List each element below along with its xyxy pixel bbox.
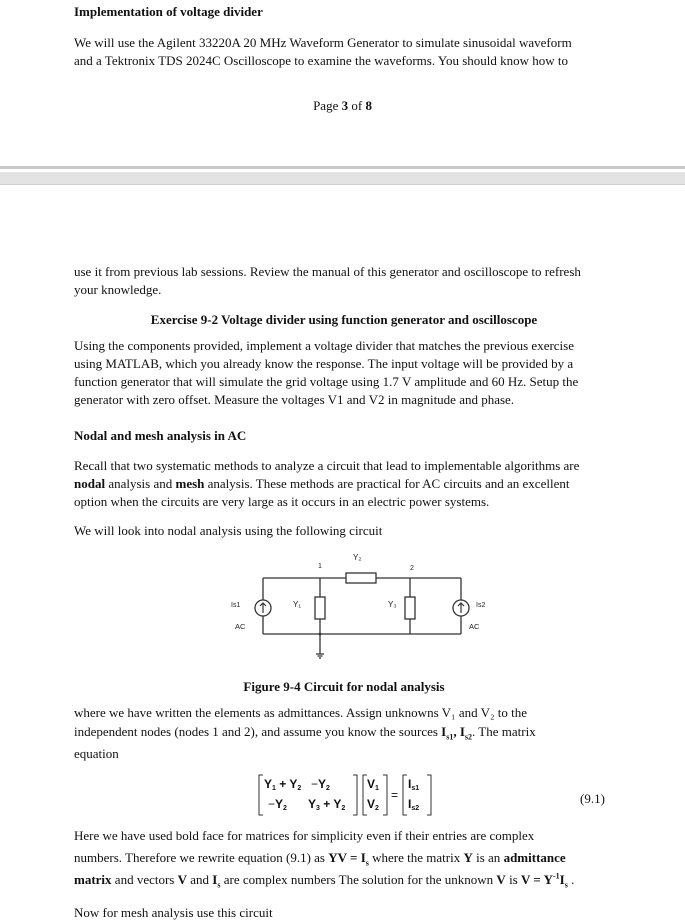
page-total: 8 (365, 98, 372, 113)
intro-line-1: We will use the Agilent 33220A 20 MHz Waveform Generator to simulate sinusoidal waveform (74, 35, 572, 50)
where-line-1: where we have written the elements as admittances. Assign unknowns V₁ and V₂ to the (74, 705, 528, 720)
page-middle: of (348, 98, 366, 113)
is2-label: Is2 (476, 602, 486, 609)
continued-line-2: your knowledge. (74, 282, 162, 297)
y1-admittance (315, 597, 325, 619)
here-text-g: is (505, 872, 521, 887)
page-prefix: Page (313, 98, 342, 113)
compact-equation: YV = $I_s$ (328, 850, 369, 868)
here-line-3 (74, 870, 614, 889)
look-into-line: We will look into nodal analysis using the following circuit (74, 523, 383, 538)
nodal-term: nodal (74, 476, 106, 491)
here-text-f: are complex numbers The solution for the unknown (220, 872, 497, 887)
ac-left-label: AC (235, 622, 246, 631)
here-text-a: numbers. Therefore we rewrite equation (9.1) as (74, 850, 329, 865)
page-break-band (0, 172, 685, 184)
sources-symbols: $I_{s1}$, $I_{s2}$ (441, 724, 473, 742)
exercise-line-4: generator with zero offset. Measure the voltages V1 and V2 in magnitude and phase. (74, 392, 515, 407)
admittance-term: admittance (503, 850, 566, 865)
recall-line-1: Recall that two systematic methods to analyze a circuit that lead to implementable algorithms are (74, 458, 580, 473)
matrix-term: matrix (74, 872, 112, 887)
y3-admittance (405, 597, 415, 619)
exercise-line-2: using MATLAB, which you already know the response. The input voltage will be provided by a (74, 356, 574, 371)
exercise-title: Exercise 9-2 Voltage divider using function generator and oscilloscope (150, 312, 538, 327)
here-text-d: and vectors (111, 872, 178, 887)
nodal-circuit-diagram (225, 548, 505, 666)
recall-text-a: analysis and (105, 476, 176, 491)
svg-text:V2: V2 (367, 797, 379, 812)
recall-line-2 (74, 474, 614, 493)
section-heading-voltage-divider: Implementation of voltage divider (74, 4, 263, 19)
page-break-edge (0, 184, 685, 185)
recall-text-b: analysis. These methods are practical for AC circuits and an excellent (204, 476, 570, 491)
svg-text:Y3 + Y2: Y3 + Y2 (308, 797, 346, 812)
svg-text:Is2: Is2 (408, 797, 420, 812)
svg-text:V1: V1 (367, 777, 379, 792)
node-2-label: 2 (410, 565, 414, 572)
svg-text:−Y2: −Y2 (311, 777, 330, 792)
mesh-term: mesh (175, 476, 205, 491)
y2-label: Y₂ (353, 553, 362, 562)
y1-label: Y₁ (293, 600, 302, 609)
continued-line-1: use it from previous lab sessions. Review the manual of this generator and oscilloscope to refresh (74, 264, 581, 279)
unknown-v-symbol: V (496, 872, 506, 887)
nodal-mesh-heading: Nodal and mesh analysis in AC (74, 428, 247, 443)
here-line-1: Here we have used bold face for matrices for simplicity even if their entries are complex (74, 828, 535, 843)
page-break-line (0, 166, 685, 169)
figure-caption: Figure 9-4 Circuit for nodal analysis (243, 679, 445, 694)
ground-node-dot (319, 633, 322, 636)
solution-equation: $V = Y^{-1}I_s$ (520, 871, 568, 890)
where-text: independent nodes (nodes 1 and 2), and assume you know the sources (74, 724, 442, 739)
matrix-equation (255, 770, 455, 820)
svg-text:=: = (391, 788, 399, 802)
exercise-line-3: function generator that will simulate the grid voltage using 1.7 V amplitude and 60 Hz. Setup the (74, 374, 579, 389)
here-line-2 (74, 848, 614, 867)
y3-label: Y₃ (388, 600, 397, 609)
ac-right-label: AC (469, 622, 480, 631)
matrix-bracket (383, 775, 387, 815)
matrix-bracket (353, 775, 357, 815)
vector-is-symbol: $I_s$ (212, 872, 221, 890)
vector-v-symbol: V (177, 872, 187, 887)
here-text-e: and (187, 872, 213, 887)
here-text-c: is an (472, 850, 504, 865)
mesh-intro-line: Now for mesh analysis use this circuit (74, 905, 273, 920)
matrix-bracket (403, 775, 407, 815)
recall-line-3: option when the circuits are very large as it occurs in an electric power systems. (74, 494, 490, 509)
period: . (567, 872, 575, 887)
page-indicator (0, 96, 685, 115)
where-text-end: . The matrix (472, 724, 536, 739)
matrix-bracket (259, 775, 263, 815)
intro-line-2: and a Tektronix TDS 2024C Oscilloscope to examine the waveforms. You should know how to (74, 53, 569, 68)
svg-text:Is1: Is1 (408, 777, 420, 792)
matrix-bracket (427, 775, 431, 815)
svg-text:Y1 + Y2: Y1 + Y2 (264, 777, 302, 792)
svg-text:−Y2: −Y2 (268, 797, 287, 812)
here-text-b: where the matrix (368, 850, 464, 865)
equation-number: (9.1) (580, 791, 605, 806)
ground-icon (316, 654, 324, 658)
is1-label: Is1 (231, 602, 241, 609)
exercise-line-1: Using the components provided, implement a voltage divider that matches the previous exercise (74, 338, 574, 353)
node-1-label: 1 (318, 563, 322, 570)
page-current: 3 (341, 98, 349, 113)
y2-admittance (346, 573, 376, 583)
matrix-y-symbol: Y (463, 850, 473, 865)
where-line-3: equation (74, 746, 119, 761)
where-line-2 (74, 722, 614, 741)
